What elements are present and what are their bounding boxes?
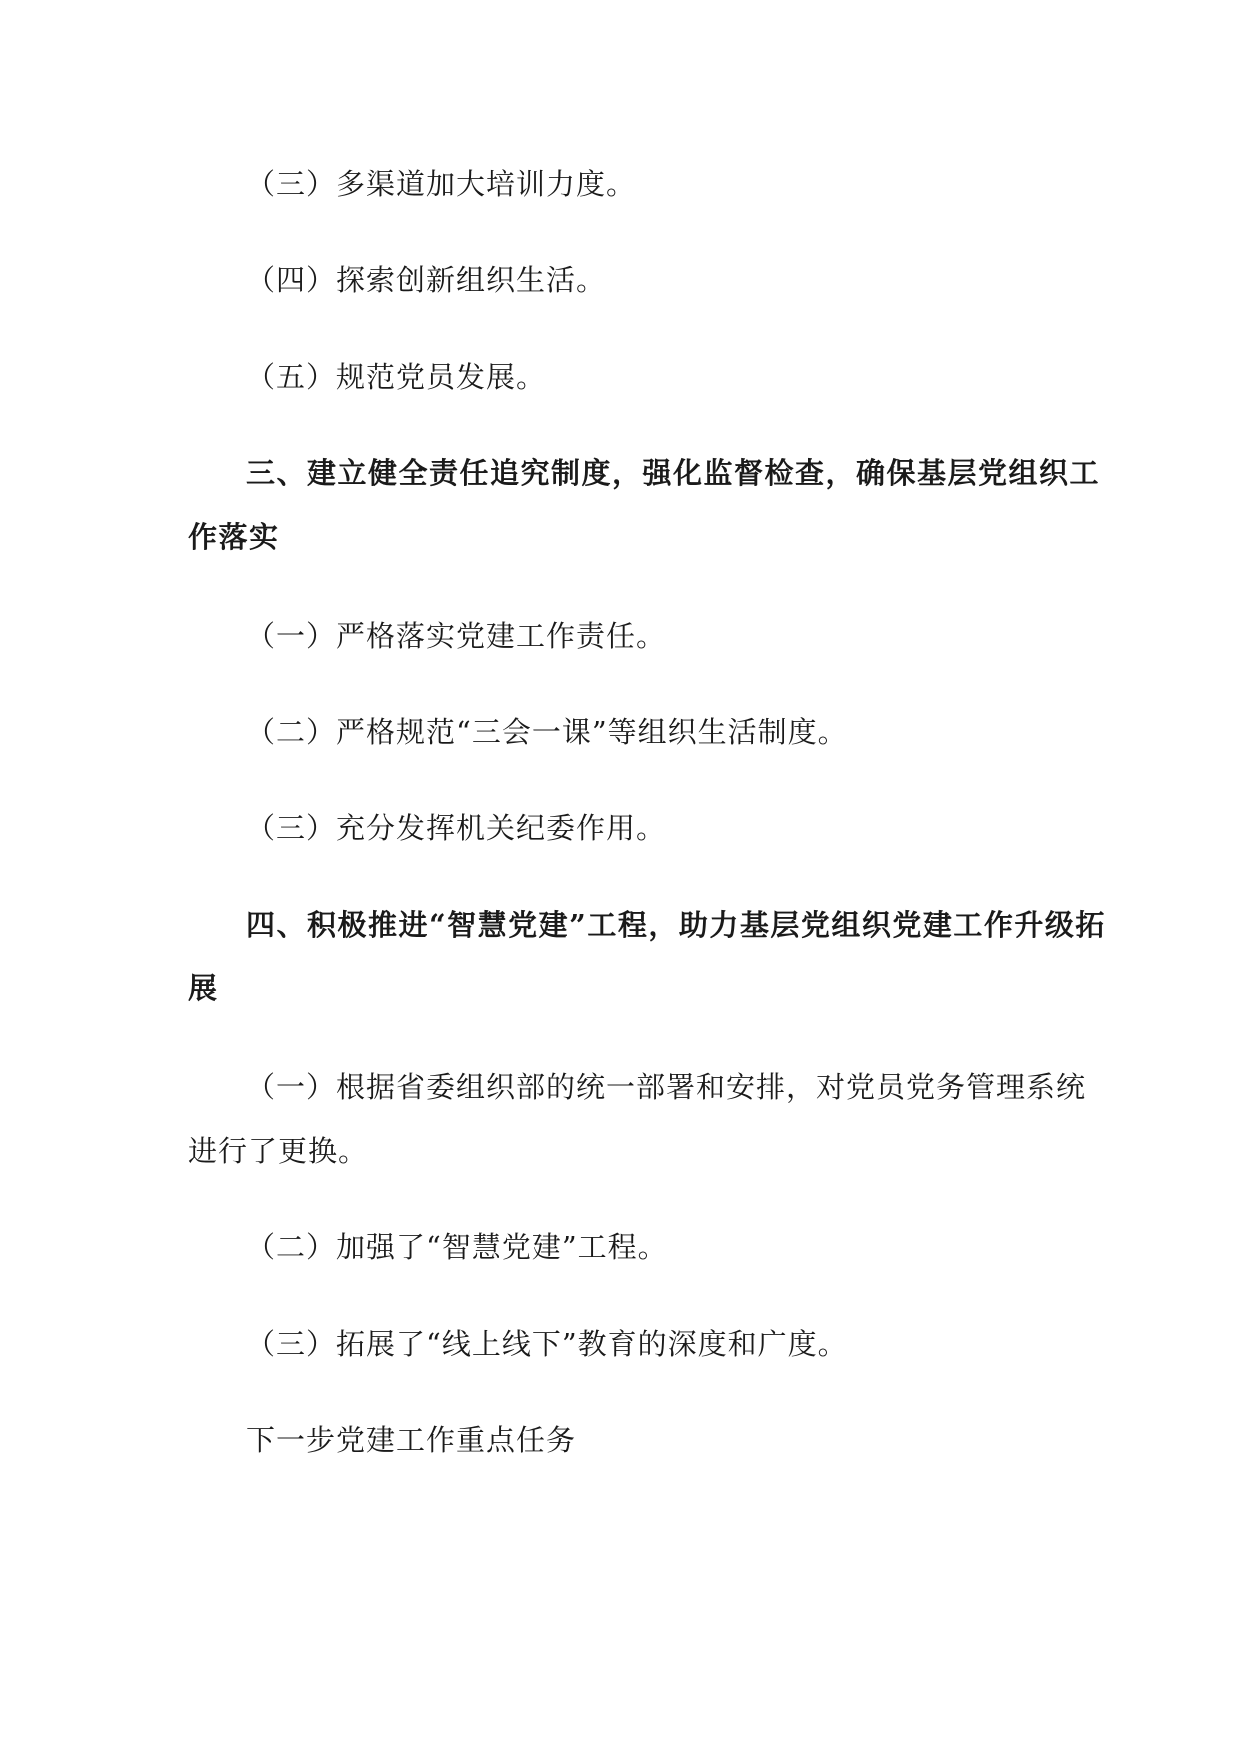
list-item: （二）严格规范“三会一课”等组织生活制度。 [246,715,848,749]
list-item: （一）严格落实党建工作责任。 [246,619,667,653]
section-heading-continued: 作落实 [188,520,280,554]
section-heading-continued: 展 [188,971,219,1005]
list-item-continued: 进行了更换。 [188,1134,369,1168]
list-item: （一）根据省委组织部的统一部署和安排，对党员党务管理系统 [246,1070,1087,1104]
list-item: （三）拓展了“线上线下”教育的深度和广度。 [246,1327,848,1361]
paragraph: 下一步党建工作重点任务 [246,1423,577,1457]
list-item: （三）多渠道加大培训力度。 [246,167,637,201]
list-item: （二）加强了“智慧党建”工程。 [246,1230,668,1264]
list-item: （五）规范党员发展。 [246,360,547,394]
list-item: （三）充分发挥机关纪委作用。 [246,811,667,845]
section-heading: 四、积极推进“智慧党建”工程，助力基层党组织党建工作升级拓 [246,908,1106,942]
section-heading: 三、建立健全责任追究制度，强化监督检查，确保基层党组织工 [246,456,1101,490]
list-item: （四）探索创新组织生活。 [246,263,607,297]
